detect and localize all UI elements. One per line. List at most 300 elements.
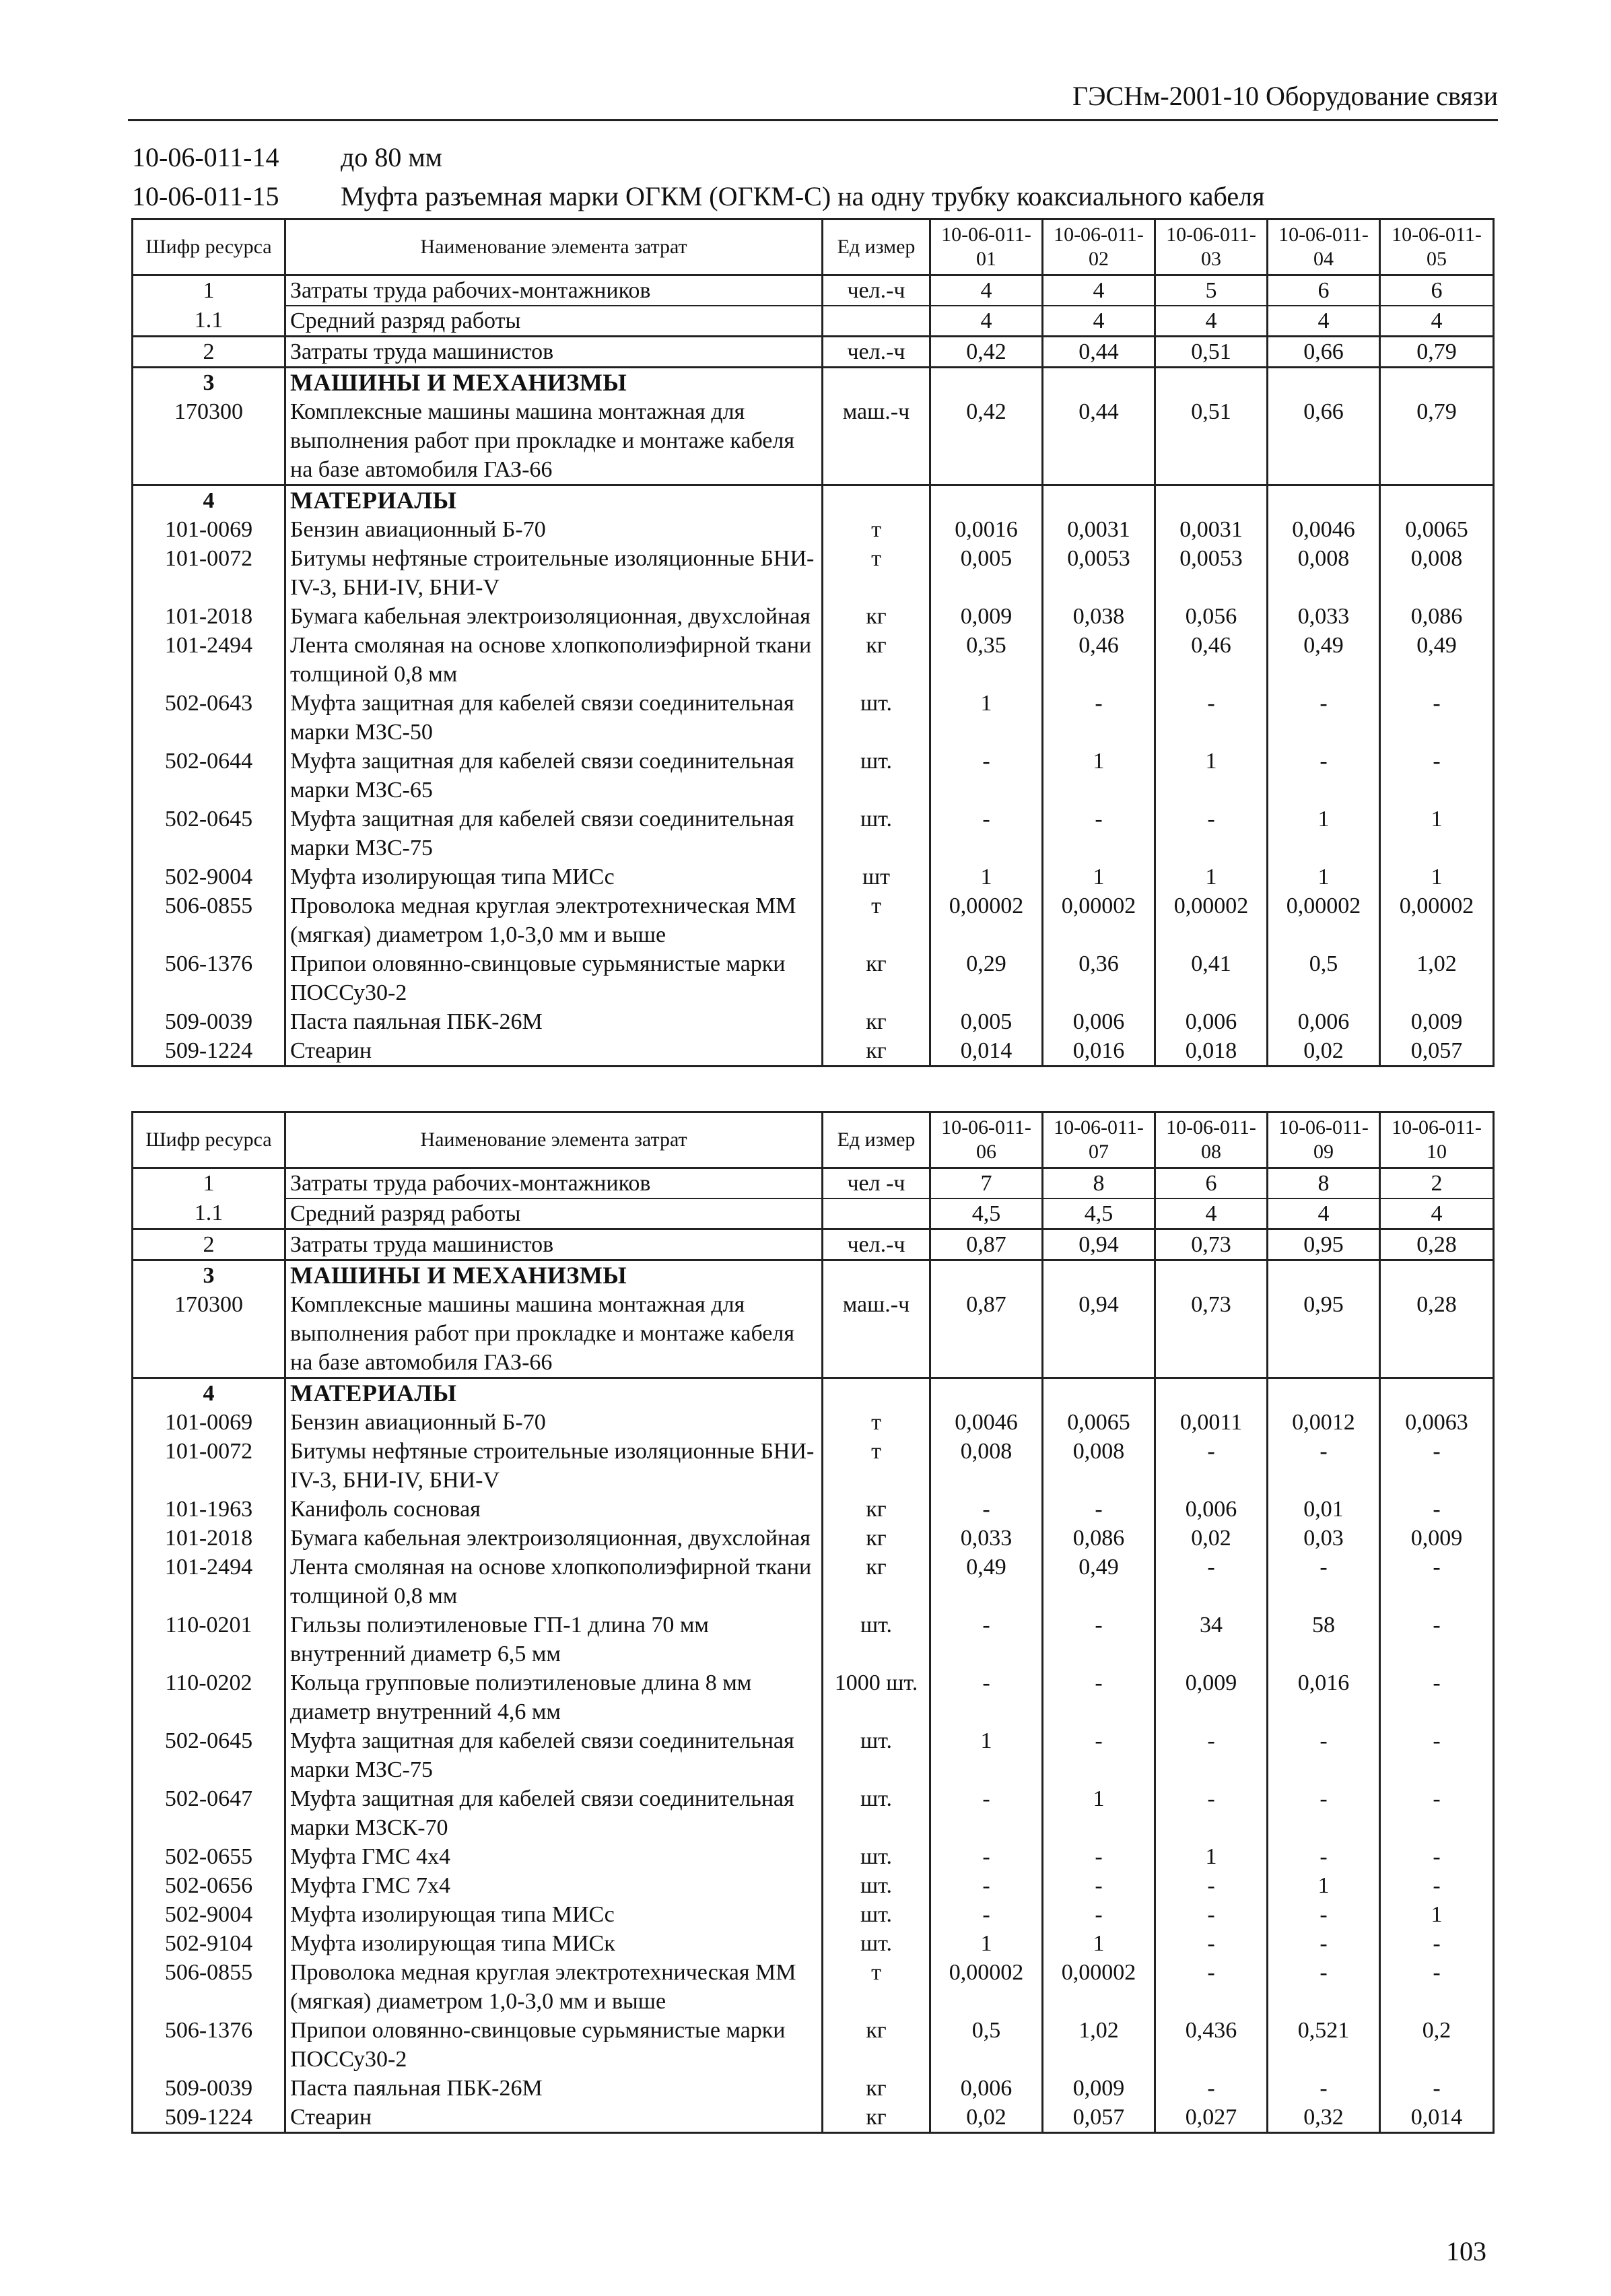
value-cell: - bbox=[1155, 1437, 1268, 1495]
unit-cell: т bbox=[823, 1958, 930, 2016]
value-cell bbox=[1268, 368, 1380, 398]
value-cell: 6 bbox=[1155, 1168, 1268, 1199]
header-code: Шифр ресурса bbox=[133, 1112, 285, 1168]
resource-name-cell: Стеарин bbox=[285, 1036, 823, 1067]
value-cell: - bbox=[1268, 2074, 1380, 2103]
section-titles bbox=[132, 138, 1264, 216]
value-cell: 0,46 bbox=[1043, 631, 1155, 689]
header-col: 10-06-011-05 bbox=[1380, 220, 1494, 275]
value-cell: 0,008 bbox=[1043, 1437, 1155, 1495]
value-cell: 0,033 bbox=[930, 1524, 1043, 1553]
resource-name-cell: Муфта изолирующая типа МИСс bbox=[285, 1900, 823, 1929]
value-cell: 0,0031 bbox=[1043, 515, 1155, 544]
resource-name-cell: Муфта изолирующая типа МИСк bbox=[285, 1929, 823, 1958]
value-cell: - bbox=[1380, 1929, 1494, 1958]
value-cell: 4 bbox=[1380, 306, 1494, 337]
resource-name-cell: Затраты труда машинистов bbox=[285, 337, 823, 368]
unit-cell: шт. bbox=[823, 1842, 930, 1871]
value-cell: - bbox=[1380, 1668, 1494, 1726]
value-cell bbox=[1268, 485, 1380, 516]
value-cell: 0,03 bbox=[1268, 1524, 1380, 1553]
resource-code-cell: 502-9104 bbox=[133, 1929, 285, 1958]
resource-code-cell: 1.1 bbox=[133, 1198, 285, 1229]
value-cell: 0,32 bbox=[1268, 2103, 1380, 2133]
value-cell: 0,00002 bbox=[1043, 891, 1155, 949]
unit-cell: шт. bbox=[823, 1900, 930, 1929]
resource-name-cell: Муфта защитная для кабелей связи соединительная марки МЗС-65 bbox=[285, 747, 823, 805]
table-row bbox=[133, 544, 1494, 602]
value-cell: 4,5 bbox=[930, 1198, 1043, 1229]
value-cell: 0,28 bbox=[1380, 1290, 1494, 1378]
value-cell bbox=[1380, 1260, 1494, 1291]
value-cell: - bbox=[1380, 1437, 1494, 1495]
value-cell bbox=[1155, 368, 1268, 398]
resource-name-cell: МАШИНЫ И МЕХАНИЗМЫ bbox=[285, 1260, 823, 1291]
unit-cell: кг bbox=[823, 1495, 930, 1524]
value-cell bbox=[930, 1378, 1043, 1409]
value-cell: - bbox=[930, 805, 1043, 863]
unit-cell bbox=[823, 1198, 930, 1229]
unit-cell: 1000 шт. bbox=[823, 1668, 930, 1726]
value-cell: 0,033 bbox=[1268, 602, 1380, 631]
value-cell: 1 bbox=[1380, 863, 1494, 891]
value-cell bbox=[1043, 1378, 1155, 1409]
resource-name-cell: Канифоль сосновая bbox=[285, 1495, 823, 1524]
table-row bbox=[133, 1290, 1494, 1378]
value-cell: 0,056 bbox=[1155, 602, 1268, 631]
header-name: Наименование элемента затрат bbox=[285, 220, 823, 275]
value-cell: - bbox=[1155, 1929, 1268, 1958]
value-cell: - bbox=[1043, 1871, 1155, 1900]
value-cell: 0,01 bbox=[1268, 1495, 1380, 1524]
value-cell: - bbox=[930, 1784, 1043, 1842]
value-cell: 1,02 bbox=[1380, 949, 1494, 1007]
value-cell: 0,00002 bbox=[1043, 1958, 1155, 2016]
unit-cell: т bbox=[823, 515, 930, 544]
value-cell: 0,0046 bbox=[1268, 515, 1380, 544]
value-cell: 0,008 bbox=[1268, 544, 1380, 602]
resource-code-cell: 101-2018 bbox=[133, 1524, 285, 1553]
header-name: Наименование элемента затрат bbox=[285, 1112, 823, 1168]
resource-code-cell: 1.1 bbox=[133, 306, 285, 337]
unit-cell: т bbox=[823, 1408, 930, 1437]
unit-cell: кг bbox=[823, 1524, 930, 1553]
table-header-row bbox=[133, 220, 1494, 275]
value-cell: 0,44 bbox=[1043, 397, 1155, 485]
table-row bbox=[133, 1958, 1494, 2016]
value-cell: 0,057 bbox=[1043, 2103, 1155, 2133]
value-cell: - bbox=[1155, 1900, 1268, 1929]
value-cell: 1,02 bbox=[1043, 2016, 1155, 2074]
value-cell: - bbox=[1268, 1929, 1380, 1958]
unit-cell: кг bbox=[823, 2074, 930, 2103]
header-col: 10-06-011-04 bbox=[1268, 220, 1380, 275]
value-cell: 0,00002 bbox=[1268, 891, 1380, 949]
resource-code-cell: 110-0202 bbox=[133, 1668, 285, 1726]
table-row bbox=[133, 1007, 1494, 1036]
value-cell: 0,0065 bbox=[1043, 1408, 1155, 1437]
resource-name-cell: Затраты труда рабочих-монтажников bbox=[285, 1168, 823, 1199]
unit-cell: шт. bbox=[823, 805, 930, 863]
value-cell: 0,36 bbox=[1043, 949, 1155, 1007]
value-cell: 1 bbox=[1043, 747, 1155, 805]
value-cell: 1 bbox=[930, 863, 1043, 891]
value-cell: 1 bbox=[1155, 1842, 1268, 1871]
value-cell bbox=[1043, 1260, 1155, 1291]
value-cell: 0,66 bbox=[1268, 397, 1380, 485]
resource-code-cell: 506-0855 bbox=[133, 1958, 285, 2016]
table-row bbox=[133, 1198, 1494, 1229]
value-cell: - bbox=[1380, 1495, 1494, 1524]
value-cell: - bbox=[1268, 689, 1380, 747]
resource-name-cell: Битумы нефтяные строительные изоляционные БНИ-IV-3, БНИ-IV, БНИ-V bbox=[285, 544, 823, 602]
value-cell: - bbox=[1268, 1958, 1380, 2016]
table-row bbox=[133, 515, 1494, 544]
table-row bbox=[133, 863, 1494, 891]
unit-cell: кг bbox=[823, 1553, 930, 1611]
value-cell: 0,006 bbox=[1155, 1007, 1268, 1036]
value-cell: 0,49 bbox=[930, 1553, 1043, 1611]
resource-code-cell: 502-9004 bbox=[133, 863, 285, 891]
resource-code-cell: 2 bbox=[133, 337, 285, 368]
resource-name-cell: Бумага кабельная электроизоляционная, двухслойная bbox=[285, 1524, 823, 1553]
table-row bbox=[133, 602, 1494, 631]
value-cell: - bbox=[1043, 805, 1155, 863]
value-cell: 0,009 bbox=[930, 602, 1043, 631]
resource-name-cell: Кольца групповые полиэтиленовые длина 8 мм диаметр внутренний 4,6 мм bbox=[285, 1668, 823, 1726]
value-cell: 0,0053 bbox=[1043, 544, 1155, 602]
unit-cell: т bbox=[823, 544, 930, 602]
value-cell: 0,46 bbox=[1155, 631, 1268, 689]
unit-cell: шт. bbox=[823, 1929, 930, 1958]
resource-code-cell: 502-0645 bbox=[133, 1726, 285, 1784]
unit-cell: маш.-ч bbox=[823, 397, 930, 485]
section-text: до 80 мм bbox=[341, 142, 442, 172]
resource-code-cell: 101-2494 bbox=[133, 631, 285, 689]
value-cell: - bbox=[1155, 1958, 1268, 2016]
unit-cell: кг bbox=[823, 2103, 930, 2133]
value-cell: - bbox=[1268, 1553, 1380, 1611]
value-cell: 4 bbox=[1155, 1198, 1268, 1229]
value-cell bbox=[1155, 485, 1268, 516]
table-row bbox=[133, 891, 1494, 949]
unit-cell: кг bbox=[823, 1007, 930, 1036]
value-cell bbox=[1380, 368, 1494, 398]
table-row bbox=[133, 2103, 1494, 2133]
value-cell: 0,014 bbox=[1380, 2103, 1494, 2133]
value-cell: - bbox=[930, 1668, 1043, 1726]
unit-cell: т bbox=[823, 891, 930, 949]
value-cell: - bbox=[1155, 2074, 1268, 2103]
unit-cell: шт. bbox=[823, 689, 930, 747]
resource-name-cell: Затраты труда рабочих-монтажников bbox=[285, 275, 823, 306]
table-row bbox=[133, 1229, 1494, 1260]
resource-name-cell: Муфта защитная для кабелей связи соединительная марки МЗС-75 bbox=[285, 805, 823, 863]
resource-name-cell: Комплексные машины машина монтажная для выполнения работ при прокладке и монтаже кабеля на базе автомобиля ГАЗ-66 bbox=[285, 1290, 823, 1378]
section-title-row bbox=[132, 177, 1264, 216]
table-header-row bbox=[133, 1112, 1494, 1168]
value-cell: 0,2 bbox=[1380, 2016, 1494, 2074]
table-row bbox=[133, 805, 1494, 863]
value-cell: - bbox=[1268, 1726, 1380, 1784]
resource-name-cell: Средний разряд работы bbox=[285, 306, 823, 337]
value-cell bbox=[1043, 368, 1155, 398]
table-row bbox=[133, 1842, 1494, 1871]
resource-code-cell: 101-2494 bbox=[133, 1553, 285, 1611]
value-cell: - bbox=[1155, 1726, 1268, 1784]
value-cell: 1 bbox=[930, 689, 1043, 747]
resource-code-cell: 502-0655 bbox=[133, 1842, 285, 1871]
value-cell: - bbox=[1043, 1842, 1155, 1871]
value-cell: - bbox=[930, 1900, 1043, 1929]
value-cell: - bbox=[1380, 1871, 1494, 1900]
table-row bbox=[133, 1784, 1494, 1842]
value-cell: 0,016 bbox=[1268, 1668, 1380, 1726]
value-cell: 0,0011 bbox=[1155, 1408, 1268, 1437]
table-row bbox=[133, 1437, 1494, 1495]
value-cell: 5 bbox=[1155, 275, 1268, 306]
resource-code-cell: 506-1376 bbox=[133, 2016, 285, 2074]
value-cell: 0,027 bbox=[1155, 2103, 1268, 2133]
resource-code-cell: 4 bbox=[133, 1378, 285, 1409]
resource-code-cell: 101-0069 bbox=[133, 515, 285, 544]
resource-name-cell: Проволока медная круглая электротехническая ММ (мягкая) диаметром 1,0-3,0 мм и выше bbox=[285, 1958, 823, 2016]
value-cell: 1 bbox=[1155, 747, 1268, 805]
resource-name-cell: Битумы нефтяные строительные изоляционные БНИ-IV-3, БНИ-IV, БНИ-V bbox=[285, 1437, 823, 1495]
value-cell: - bbox=[1043, 1495, 1155, 1524]
unit-cell bbox=[823, 485, 930, 516]
value-cell: 0,94 bbox=[1043, 1290, 1155, 1378]
table-row bbox=[133, 1260, 1494, 1291]
table-row bbox=[133, 1495, 1494, 1524]
resource-code-cell: 509-1224 bbox=[133, 2103, 285, 2133]
resource-name-cell: Паста паяльная ПБК-26М bbox=[285, 1007, 823, 1036]
value-cell: - bbox=[930, 1871, 1043, 1900]
value-cell: - bbox=[1268, 1784, 1380, 1842]
resource-code-cell: 1 bbox=[133, 275, 285, 306]
table-row bbox=[133, 1408, 1494, 1437]
document-title: ГЭСНм-2001-10 Оборудование связи bbox=[1072, 81, 1498, 111]
table-row bbox=[133, 2074, 1494, 2103]
value-cell: - bbox=[1380, 747, 1494, 805]
value-cell: 0,0016 bbox=[930, 515, 1043, 544]
value-cell: 0,521 bbox=[1268, 2016, 1380, 2074]
value-cell: - bbox=[1043, 1668, 1155, 1726]
value-cell: 8 bbox=[1268, 1168, 1380, 1199]
value-cell bbox=[1268, 1378, 1380, 1409]
value-cell: - bbox=[1155, 1784, 1268, 1842]
value-cell: 4 bbox=[1380, 1198, 1494, 1229]
value-cell: 6 bbox=[1268, 275, 1380, 306]
resource-code-cell: 4 bbox=[133, 485, 285, 516]
value-cell: 0,009 bbox=[1380, 1524, 1494, 1553]
resource-name-cell: Муфта ГМС 7x4 bbox=[285, 1871, 823, 1900]
value-cell: - bbox=[1268, 1437, 1380, 1495]
value-cell: 0,014 bbox=[930, 1036, 1043, 1067]
section-text: Муфта разъемная марки ОГКМ (ОГКМ-С) на одну трубку коаксиального кабеля bbox=[341, 181, 1265, 211]
value-cell: 4 bbox=[1268, 1198, 1380, 1229]
resource-table-2 bbox=[131, 1111, 1495, 2134]
table-row bbox=[133, 1036, 1494, 1067]
header-col: 10-06-011-08 bbox=[1155, 1112, 1268, 1168]
header-col: 10-06-011-07 bbox=[1043, 1112, 1155, 1168]
resource-code-cell: 101-2018 bbox=[133, 602, 285, 631]
value-cell: 7 bbox=[930, 1168, 1043, 1199]
value-cell: 58 bbox=[1268, 1611, 1380, 1668]
resource-code-cell: 3 bbox=[133, 1260, 285, 1291]
value-cell: 0,057 bbox=[1380, 1036, 1494, 1067]
value-cell: - bbox=[1380, 1611, 1494, 1668]
value-cell bbox=[930, 368, 1043, 398]
unit-cell: шт. bbox=[823, 1611, 930, 1668]
resource-code-cell: 502-9004 bbox=[133, 1900, 285, 1929]
value-cell: 0,95 bbox=[1268, 1229, 1380, 1260]
unit-cell: шт. bbox=[823, 747, 930, 805]
header-col: 10-06-011-10 bbox=[1380, 1112, 1494, 1168]
value-cell: 0,006 bbox=[1043, 1007, 1155, 1036]
value-cell: 4 bbox=[930, 306, 1043, 337]
value-cell: 0,5 bbox=[930, 2016, 1043, 2074]
table-row bbox=[133, 1553, 1494, 1611]
resource-name-cell: Муфта ГМС 4x4 bbox=[285, 1842, 823, 1871]
resource-code-cell: 509-0039 bbox=[133, 2074, 285, 2103]
resource-code-cell: 101-0072 bbox=[133, 1437, 285, 1495]
table-row bbox=[133, 1611, 1494, 1668]
value-cell: 1 bbox=[1268, 805, 1380, 863]
value-cell bbox=[1155, 1260, 1268, 1291]
value-cell: 6 bbox=[1380, 275, 1494, 306]
value-cell: 0,006 bbox=[1155, 1495, 1268, 1524]
value-cell: 0,0031 bbox=[1155, 515, 1268, 544]
resource-code-cell: 502-0644 bbox=[133, 747, 285, 805]
header-col: 10-06-011-09 bbox=[1268, 1112, 1380, 1168]
value-cell: 0,038 bbox=[1043, 602, 1155, 631]
unit-cell: кг bbox=[823, 631, 930, 689]
value-cell: 4 bbox=[1155, 306, 1268, 337]
table-row bbox=[133, 949, 1494, 1007]
value-cell: 0,95 bbox=[1268, 1290, 1380, 1378]
value-cell: 0,0053 bbox=[1155, 544, 1268, 602]
running-header bbox=[128, 77, 1498, 121]
value-cell: 0,00002 bbox=[930, 891, 1043, 949]
value-cell: - bbox=[1155, 1553, 1268, 1611]
value-cell: 4 bbox=[1043, 275, 1155, 306]
table-row bbox=[133, 747, 1494, 805]
resource-name-cell: Муфта защитная для кабелей связи соединительная марки МЗС-50 bbox=[285, 689, 823, 747]
table-row bbox=[133, 1871, 1494, 1900]
value-cell: - bbox=[930, 1842, 1043, 1871]
resource-code-cell: 101-0069 bbox=[133, 1408, 285, 1437]
page-number: 103 bbox=[1446, 2236, 1486, 2266]
resource-name-cell: МАШИНЫ И МЕХАНИЗМЫ bbox=[285, 368, 823, 398]
value-cell: 0,018 bbox=[1155, 1036, 1268, 1067]
resource-name-cell: Лента смоляная на основе хлопкополиэфирной ткани толщиной 0,8 мм bbox=[285, 1553, 823, 1611]
value-cell: - bbox=[1043, 1900, 1155, 1929]
unit-cell bbox=[823, 1260, 930, 1291]
resource-code-cell: 170300 bbox=[133, 397, 285, 485]
table-row bbox=[133, 631, 1494, 689]
value-cell: - bbox=[1380, 2074, 1494, 2103]
unit-cell: шт. bbox=[823, 1784, 930, 1842]
value-cell: - bbox=[1268, 1842, 1380, 1871]
value-cell: 0,44 bbox=[1043, 337, 1155, 368]
table-row bbox=[133, 337, 1494, 368]
value-cell: 34 bbox=[1155, 1611, 1268, 1668]
unit-cell bbox=[823, 306, 930, 337]
value-cell: 0,006 bbox=[930, 2074, 1043, 2103]
value-cell bbox=[1268, 1260, 1380, 1291]
resource-name-cell: Комплексные машины машина монтажная для выполнения работ при прокладке и монтаже кабеля на базе автомобиля ГАЗ-66 bbox=[285, 397, 823, 485]
resource-name-cell: МАТЕРИАЛЫ bbox=[285, 485, 823, 516]
value-cell: - bbox=[1268, 1900, 1380, 1929]
value-cell: 0,35 bbox=[930, 631, 1043, 689]
value-cell: 0,00002 bbox=[1155, 891, 1268, 949]
resource-name-cell: Паста паяльная ПБК-26М bbox=[285, 2074, 823, 2103]
resource-name-cell: Проволока медная круглая электротехническая ММ (мягкая) диаметром 1,0-3,0 мм и выше bbox=[285, 891, 823, 949]
value-cell: - bbox=[1380, 1842, 1494, 1871]
resource-name-cell: МАТЕРИАЛЫ bbox=[285, 1378, 823, 1409]
value-cell: 1 bbox=[1268, 1871, 1380, 1900]
value-cell: 0,51 bbox=[1155, 337, 1268, 368]
value-cell: - bbox=[1043, 689, 1155, 747]
value-cell bbox=[1380, 1378, 1494, 1409]
value-cell: 0,41 bbox=[1155, 949, 1268, 1007]
value-cell: 0,94 bbox=[1043, 1229, 1155, 1260]
value-cell: 0,42 bbox=[930, 397, 1043, 485]
value-cell bbox=[1155, 1378, 1268, 1409]
resource-table-1 bbox=[131, 218, 1495, 1067]
unit-cell bbox=[823, 1378, 930, 1409]
value-cell: 1 bbox=[1043, 1784, 1155, 1842]
value-cell bbox=[1380, 485, 1494, 516]
value-cell: 0,0012 bbox=[1268, 1408, 1380, 1437]
table-row bbox=[133, 275, 1494, 306]
value-cell: 4,5 bbox=[1043, 1198, 1155, 1229]
unit-cell: маш.-ч bbox=[823, 1290, 930, 1378]
unit-cell: кг bbox=[823, 949, 930, 1007]
resource-code-cell: 509-0039 bbox=[133, 1007, 285, 1036]
value-cell: 0,49 bbox=[1043, 1553, 1155, 1611]
value-cell: 0,28 bbox=[1380, 1229, 1494, 1260]
resource-code-cell: 2 bbox=[133, 1229, 285, 1260]
unit-cell: кг bbox=[823, 2016, 930, 2074]
value-cell: 0,49 bbox=[1380, 631, 1494, 689]
resource-code-cell: 101-1963 bbox=[133, 1495, 285, 1524]
value-cell: 0,0065 bbox=[1380, 515, 1494, 544]
value-cell: - bbox=[1155, 805, 1268, 863]
value-cell: 0,87 bbox=[930, 1229, 1043, 1260]
value-cell: 0,009 bbox=[1043, 2074, 1155, 2103]
value-cell: 0,009 bbox=[1380, 1007, 1494, 1036]
resource-name-cell: Бензин авиационный Б-70 bbox=[285, 515, 823, 544]
table-row bbox=[133, 306, 1494, 337]
resource-name-cell: Лента смоляная на основе хлопкополиэфирной ткани толщиной 0,8 мм bbox=[285, 631, 823, 689]
unit-cell: чел.-ч bbox=[823, 1229, 930, 1260]
value-cell: 8 bbox=[1043, 1168, 1155, 1199]
header-unit: Ед измер bbox=[823, 1112, 930, 1168]
unit-cell: кг bbox=[823, 1036, 930, 1067]
unit-cell: шт. bbox=[823, 1871, 930, 1900]
table-row bbox=[133, 1900, 1494, 1929]
value-cell: 0,79 bbox=[1380, 337, 1494, 368]
unit-cell: кг bbox=[823, 602, 930, 631]
resource-name-cell: Муфта изолирующая типа МИСс bbox=[285, 863, 823, 891]
value-cell: 0,29 bbox=[930, 949, 1043, 1007]
value-cell: 4 bbox=[1268, 306, 1380, 337]
resource-code-cell: 502-0643 bbox=[133, 689, 285, 747]
value-cell: 4 bbox=[930, 275, 1043, 306]
unit-cell: чел.-ч bbox=[823, 337, 930, 368]
